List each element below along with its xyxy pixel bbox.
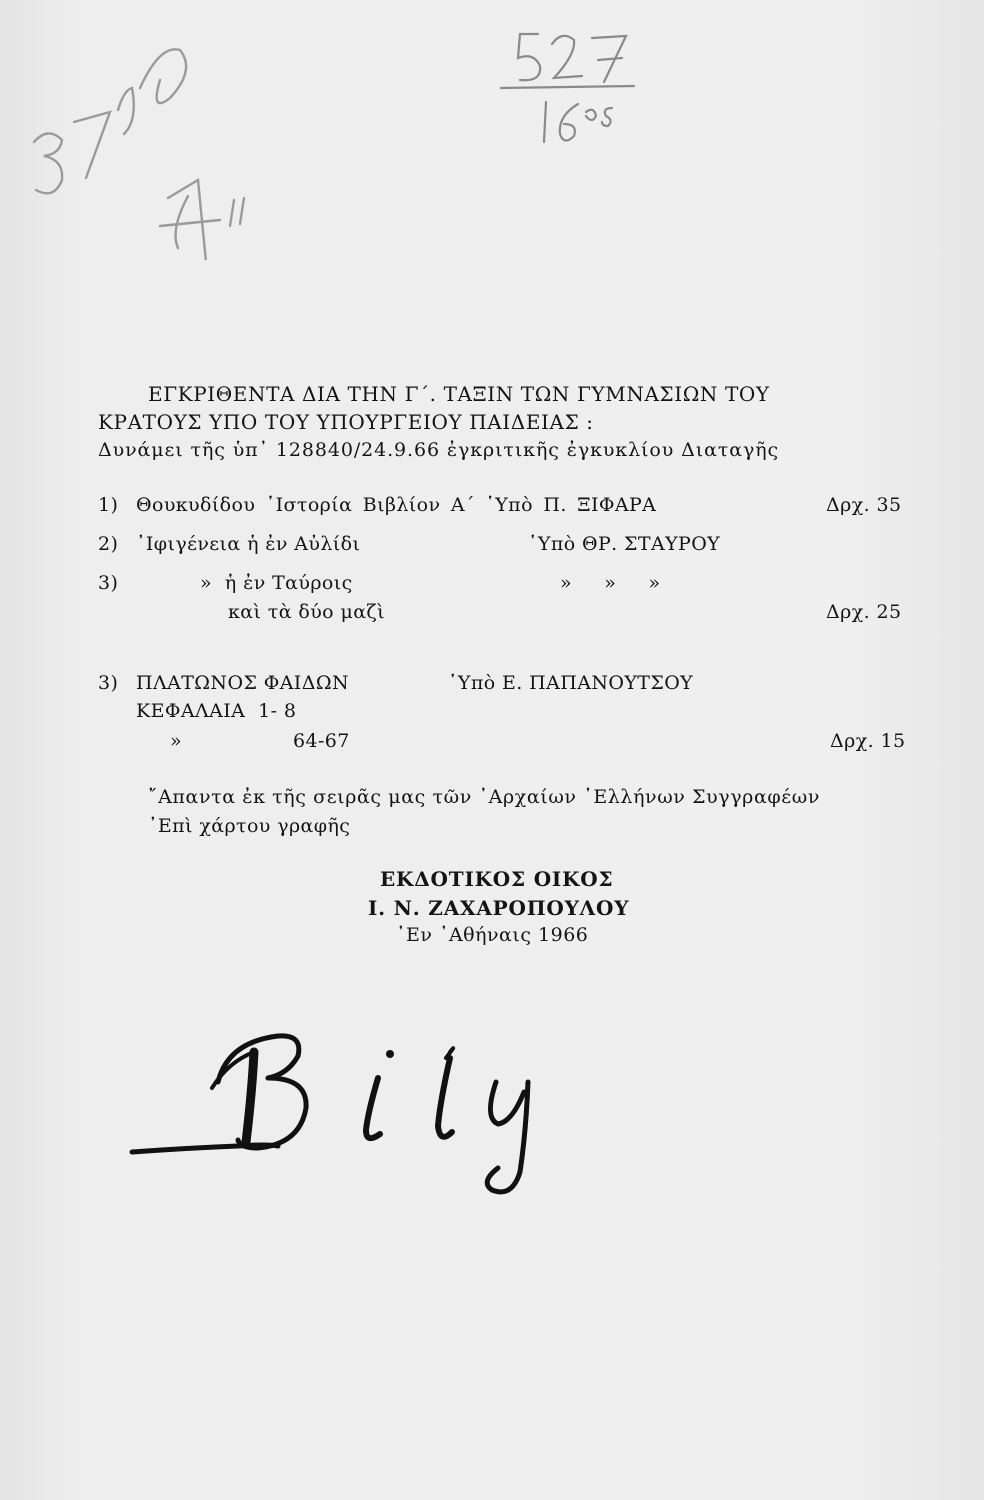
item-1-title: Θουκυδίδου ῾Ιστορία Βιβλίον Α΄ ῾Υπὸ Π. ΞΙΦΑΡΑ [136,494,657,516]
item-4-price: Δρχ. 15 [830,730,906,752]
item-2-author: ῾Υπὸ ΘΡ. ΣΤΑΥΡΟΥ [528,533,721,555]
item-3-author: » » » [560,572,661,594]
item-3-title: » ἡ ἐν Ταύροις [200,572,353,594]
publisher-line-2: Ι. Ν. ΖΑΧΑΡΟΠΟΥΛΟΥ [368,896,630,920]
item-1-number: 1) [98,494,119,516]
item-3-line-2: καὶ τὰ δύο μαζὶ [228,601,385,623]
item-4-line-2: ΚΕΦΑΛΑΙΑ 1- 8 [136,700,297,722]
item-4-author: ῾Υπὸ Ε. ΠΑΠΑΝΟΥΤΣΟΥ [448,672,694,694]
item-4-number: 3) [98,672,119,694]
item-4-line-3-range: 64-67 [293,730,350,752]
pencil-mark-top-left [20,30,260,260]
item-4-title: ΠΛΑΤΩΝΟΣ ΦΑΙΔΩΝ [136,672,350,694]
item-3-number: 3) [98,572,119,594]
item-3-price: Δρχ. 25 [826,601,902,623]
note-line-1: ῎Απαντα ἐκ τῆς σειρᾶς μας τῶν ᾽Αρχαίων ῾Ελλήνων Συγγραφέων [148,786,820,808]
item-1-price: Δρχ. 35 [826,494,902,516]
pencil-mark-top-center [500,20,640,160]
item-2-title: ᾽Ιφιγένεια ἡ ἐν Αὐλίδι [136,533,361,555]
header-line-2: ΚΡΑΤΟΥΣ ΥΠΟ ΤΟΥ ΥΠΟΥΡΓΕΙΟΥ ΠΑΙΔΕΙΑΣ : [98,410,594,434]
publisher-line-1: ΕΚΔΟΤΙΚΟΣ ΟΙΚΟΣ [380,867,614,891]
note-line-2: ᾽Επὶ χάρτου γραφῆς [148,815,351,837]
publisher-line-3: ᾽Εν ᾽Αθήναις 1966 [396,924,589,946]
header-line-1: ΕΓΚΡΙΘΕΝΤΑ ΔΙΑ ΤΗΝ Γ΄. ΤΑΞΙΝ ΤΩΝ ΓΥΜΝΑΣΙΩΝ ΤΟΥ [148,382,770,406]
signature-bily [128,1022,608,1212]
item-2-number: 2) [98,533,119,555]
header-line-3: Δυνάμει τῆς ὑπ᾽ 128840/24.9.66 ἐγκριτικῆς ἐγκυκλίου Διαταγῆς [98,439,780,461]
item-4-line-3-ditto: » [170,730,183,752]
